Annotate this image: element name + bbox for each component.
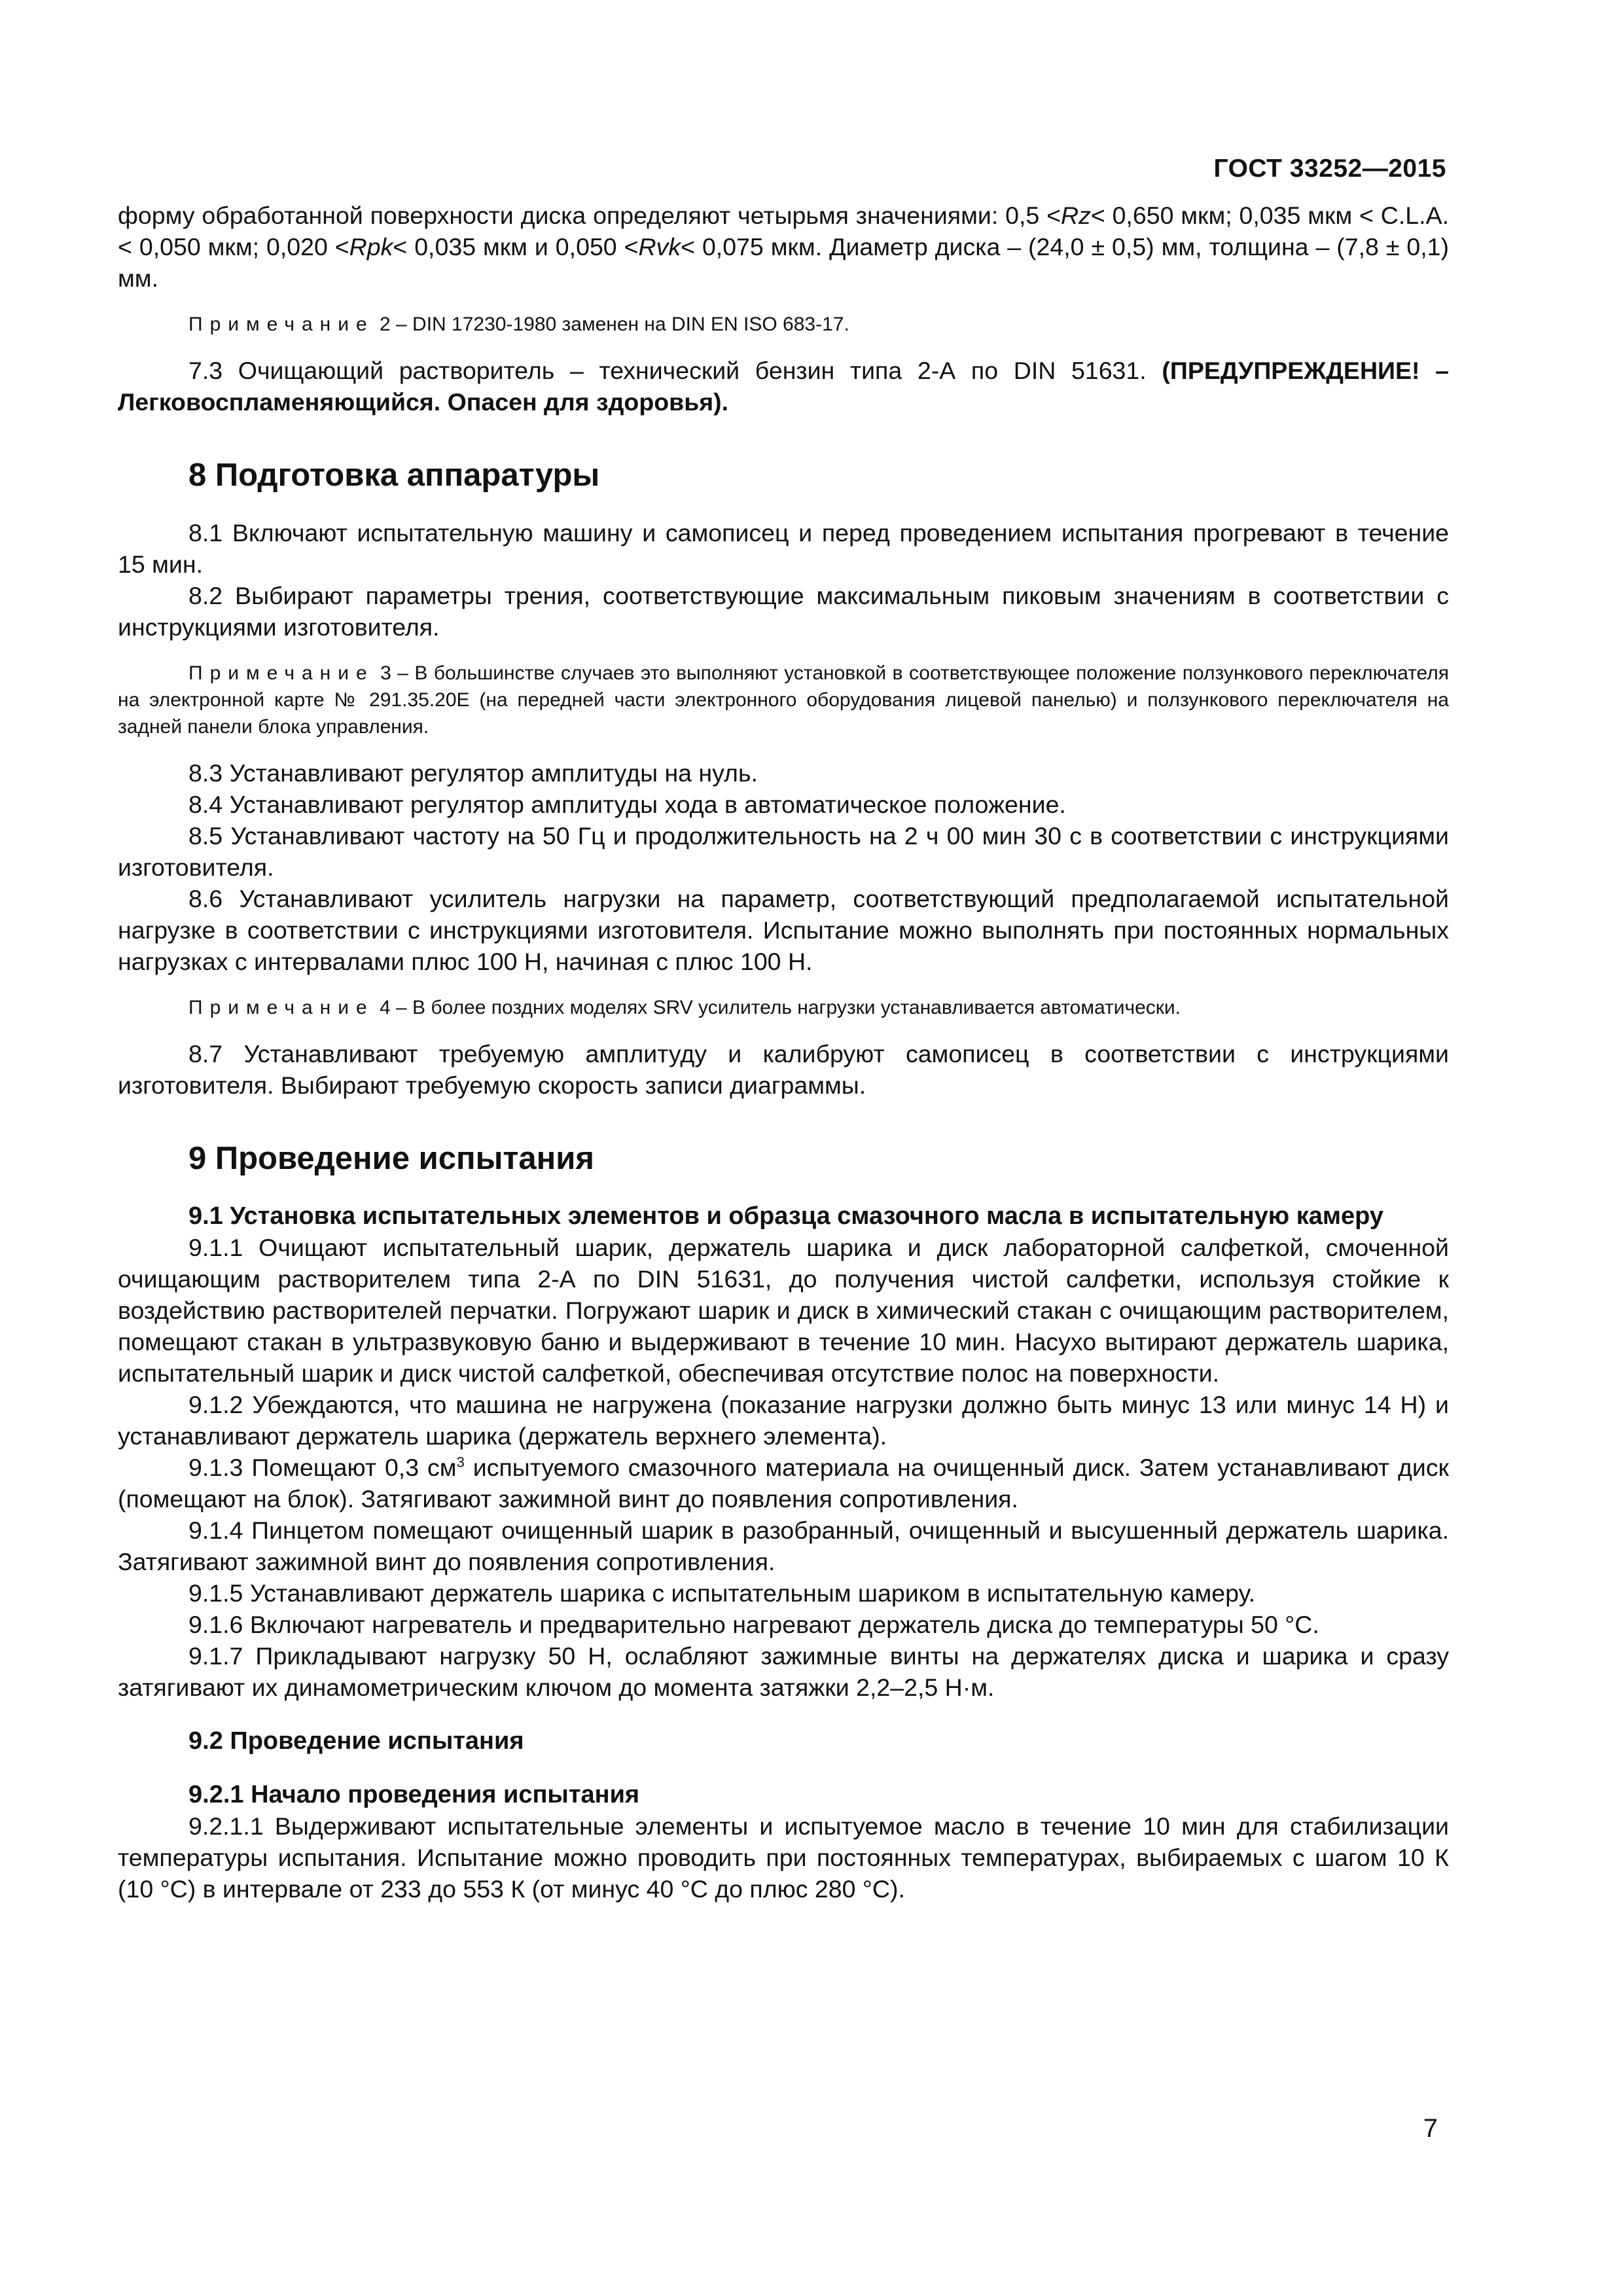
paragraph-8-7: 8.7 Устанавливают требуемую амплитуду и калибруют самописец в соответствии с инструкциями изготовителя. Выбирают требуемую скорость записи диаграммы. [118,1040,1449,1099]
subsection-9-2-title: 9.2 Проведение испытания [188,1727,524,1755]
paragraph-8-2: 8.2 Выбирают параметры трения, соответствующие максимальным пиковым значениям в соответствии с инструкциями изготовителя. [118,582,1449,641]
paragraph-9-1-4: 9.1.4 Пинцетом помещают очищенный шарик в разобранный, очищенный и высушенный держатель шарика. Затягивают зажимной винт до появления сопротивления. [118,1516,1449,1575]
section-8-title: 8 Подготовка аппаратуры [188,457,600,493]
subsection-9-2-1-title: 9.2.1 Начало проведения испытания [188,1781,640,1808]
superscript-3: 3 [456,1454,465,1471]
warning-text: (ПРЕДУПРЕЖДЕНИЕ! – Легковоспламеняющийся. Опасен для здоровья). [118,357,1449,416]
paragraph-7-3: 7.3 Очищающий растворитель – технический бензин типа 2-А по DIN 51631. (ПРЕДУПРЕЖДЕНИЕ! – Легковоспламеняющийся. Опасен для здоровья). [118,357,1449,416]
standard-header: ГОСТ 33252—2015 [1213,154,1446,183]
paragraph-disc-parameters: форму обработанной поверхности диска определяют четырьмя значениями: 0,5 <Rz< 0,650 мкм; 0,035 мкм < C.L.A. < 0,050 мкм; 0,020 <Rpk< 0,035 мкм и 0,050 <Rvk< 0,075 мкм. Диаметр диска – (24,0 ± 0,5) мм, толщина – (7,8 ± 0,1) мм. [118,202,1449,292]
paragraph-9-1-2: 9.1.2 Убеждаются, что машина не нагружена (показание нагрузки должно быть минус 13 или минус 14 Н) и устанавливают держатель шарика (держатель верхнего элемента). [118,1391,1449,1450]
rz-symbol: Rz [1060,202,1091,229]
paragraph-9-1-1: 9.1.1 Очищают испытательный шарик, держатель шарика и диск лабораторной салфеткой, смоченной очищающим растворителем типа 2-А по DIN 51631, до получения чистой салфетки, используя стойкие к воздействию растворителей перчатки. Погружают шарик и диск в химический стакан с очищающим растворителем, помещают стакан в ультразвуковую баню и выдерживают в течение 10 мин. Насухо вытирают держатель шарика, испытательный шарик и диск чистой салфеткой, обеспечивая отсутствие полос на поверхности. [118,1234,1449,1387]
note-label: Примечание [188,314,374,335]
note-3: Примечание 3 – В большинстве случаев это выполняют установкой в соответствующее положение ползункового переключателя на электронной карте № 291.35.20E (на передней части электронного оборудования лицевой панелью) и ползункового переключателя на задней панели блока управления. [118,662,1449,738]
section-9-title: 9 Проведение испытания [188,1141,594,1176]
rpk-symbol: Rpk [349,233,393,260]
note-4: Примечание 4 – В более поздних моделях SRV усилитель нагрузки устанавливается автоматически. [188,997,1181,1018]
note-label: Примечание [188,997,374,1018]
subsection-9-1-title: 9.1 Установка испытательных элементов и образца смазочного масла в испытательную камеру [188,1202,1384,1230]
paragraph-8-1: 8.1 Включают испытательную машину и самописец и перед проведением испытания прогревают в течение 15 мин. [118,519,1449,578]
note-label: Примечание [188,662,374,684]
paragraph-8-6: 8.6 Устанавливают усилитель нагрузки на параметр, соответствующий предполагаемой испытательной нагрузке в соответствии с инструкциями изготовителя. Испытание можно выполнять при постоянных нормальных нагрузках с интервалами плюс 100 Н, начиная с плюс 100 Н. [118,885,1449,975]
page-number: 7 [1423,2114,1438,2143]
paragraph-8-5: 8.5 Устанавливают частоту на 50 Гц и продолжительность на 2 ч 00 мин 30 с в соответствии с инструкциями изготовителя. [118,822,1449,881]
note-2: Примечание 2 – DIN 17230-1980 заменен на DIN EN ISO 683-17. [188,314,849,335]
rvk-symbol: Rvk [638,233,681,260]
paragraph-9-2-1-1: 9.2.1.1 Выдерживают испытательные элементы и испытуемое масло в течение 10 мин для стабилизации температуры испытания. Испытание можно проводить при постоянных температурах, выбираемых с шагом 10 К (10 °С) в интервале от 233 до 553 К (от минус 40 °С до плюс 280 °С). [118,1812,1449,1903]
paragraph-9-1-3: 9.1.3 Помещают 0,3 $см^3$ испытуемого смазочного материала на очищенный диск. Затем устанавливают диск (помещают на блок). Затягивают зажимной винт до появления сопротивления. [118,1454,1449,1513]
page-content [118,200,1449,1905]
paragraph-8-4: 8.4 Устанавливают регулятор амплитуды хода в автоматическое положение. [188,791,1066,818]
paragraph-9-1-7: 9.1.7 Прикладывают нагрузку 50 Н, ослабляют зажимные винты на держателях диска и шарика и сразу затягивают их динамометрическим ключом до момента затяжки 2,2–2,5 Н·м. [118,1642,1449,1701]
paragraph-8-3: 8.3 Устанавливают регулятор амплитуды на нуль. [188,759,758,787]
paragraph-9-1-5: 9.1.5 Устанавливают держатель шарика с испытательным шариком в испытательную камеру. [188,1579,1255,1607]
paragraph-9-1-6: 9.1.6 Включают нагреватель и предварительно нагревают держатель диска до температуры 50 °С. [188,1611,1319,1638]
